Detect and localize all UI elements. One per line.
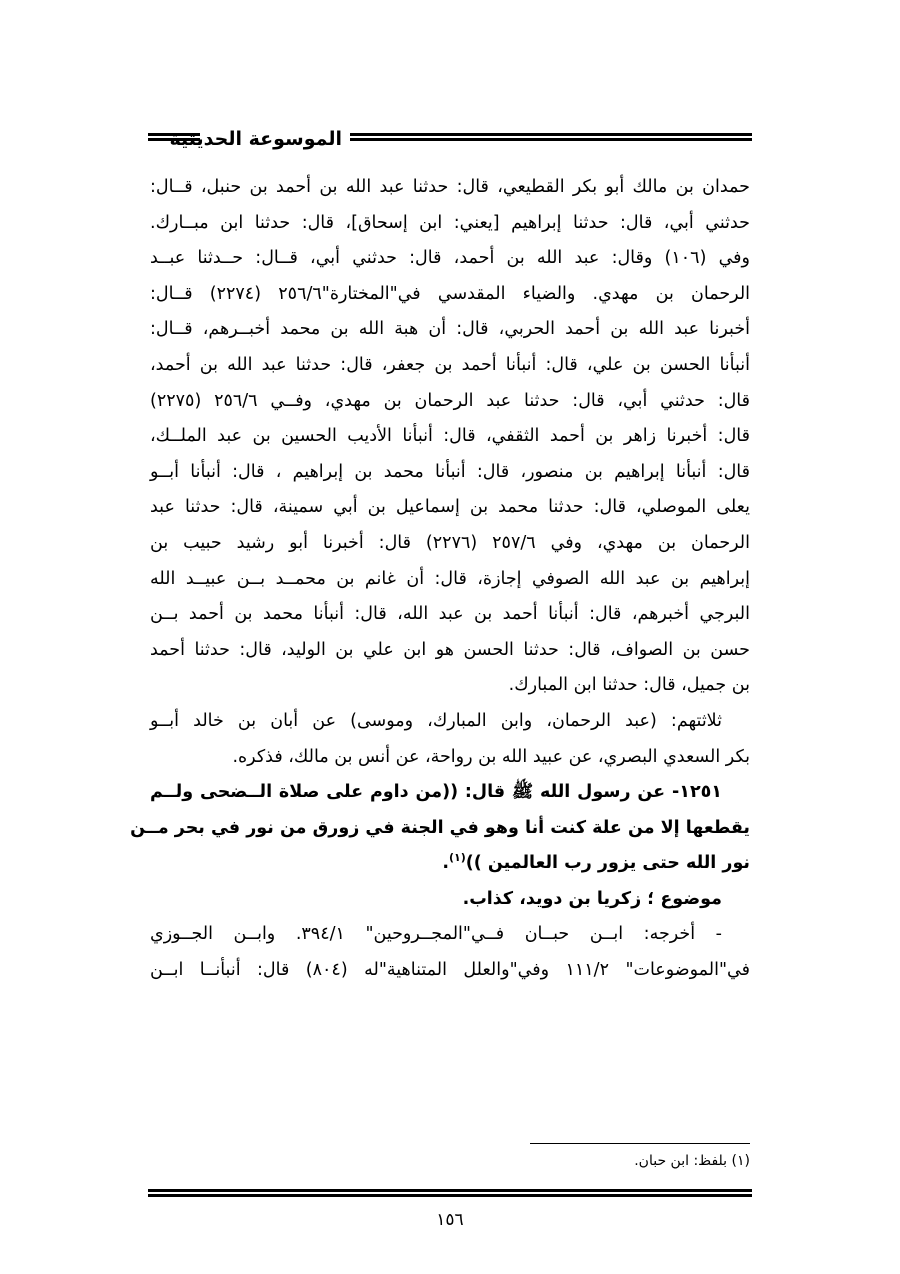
text-line: قال: أخبرنا زاهر بن أحمد الثقفي، قال: أنبأنا الأديب الحسين بن عبد الملــك، (150, 426, 750, 447)
hadith-end-period: . (442, 853, 449, 874)
text-line: أخبرنا عبد الله بن أحمد الحربي، قال: أن هبة الله بن محمد أخبــرهم، قــال: (150, 319, 750, 340)
text-line: البرجي أخبرهم، قال: أنبأنا أحمد بن عبد الله، قال: أنبأنا محمد بن أحمد بــن (150, 604, 750, 625)
hadith-text: نور الله حتى يزور رب العالمين )) (465, 853, 750, 874)
running-header (148, 124, 752, 154)
hadith-line: يقطعها إلا من علة كنت أنا وهو في الجنة في زورق من نور في بحر مــن (130, 817, 750, 838)
text-line: - أخرجه: ابــن حبــان فــي"المجــروحين" ٣٩٤/١. وابــن الجــوزي (150, 924, 722, 945)
text-line: الرحمان بن مهدي. والضياء المقدسي في"المختارة"٢٥٦/٦ (٢٢٧٤) قــال: (150, 283, 751, 304)
text-line: الرحمان بن مهدي، وفي ٢٥٧/٦ (٢٢٧٦) قال: أخبرنا أبو رشيد حبيب بن (150, 532, 750, 553)
hadith-line-last (150, 846, 750, 882)
text-line: بكر السعدي البصري، عن عبيد الله بن رواحة، عن أنس بن مالك، فذكره. (232, 746, 750, 767)
text-line: قال: أنبأنا إبراهيم بن منصور، قال: أنبأنا محمد بن إبراهيم ، قال: أنبأنا أبــو (150, 461, 750, 482)
footnote: (١) بلفظ: ابن حبان. (634, 1153, 750, 1169)
text-line: إبراهيم بن عبد الله الصوفي إجازة، قال: أن غانم بن محمــد بــن عبيــد الله (150, 568, 750, 589)
text-line: يعلى الموصلي، قال: حدثنا محمد بن إسماعيل بن أبي سمينة، قال: حدثنا عبد (150, 497, 750, 518)
footnote-separator (530, 1143, 750, 1144)
footer-rule (148, 1189, 752, 1197)
header-title: الموسوعة الحديثية (169, 128, 342, 150)
header-rule-right (350, 133, 752, 141)
text-line: قال: حدثني أبي، قال: حدثنا عبد الرحمان بن مهدي، وفــي ٢٥٦/٦ (٢٢٧٥) (150, 390, 751, 411)
text-line: حدثني أبي، قال: حدثنا إبراهيم [يعني: ابن إسحاق]، قال: حدثنا ابن مبــارك. (150, 212, 750, 233)
hadith-line: ١٢٥١- عن رسول الله ﷺ قال: ((من داوم على صلاة الــضحى ولــم (150, 782, 722, 803)
text-line: وفي (١٠٦) وقال: عبد الله بن أحمد، قال: حدثني أبي، قــال: حــدثنا عبــد (150, 248, 750, 269)
header-rule-left (148, 133, 200, 141)
verdict-line: موضوع ؛ زكريا بن دويد، كذاب. (462, 888, 722, 909)
text-line: أنبأنا الحسن بن علي، قال: أنبأنا أحمد بن جعفر، قال: حدثنا عبد الله بن أحمد، (150, 354, 750, 375)
text-line: في"الموضوعات" ١١١/٢ وفي"والعلل المتناهية"له (٨٠٤) قال: أنبأنــا ابــن (150, 960, 750, 981)
text-line: بن جميل، قال: حدثنا ابن المبارك. (508, 675, 750, 696)
page-number: ١٥٦ (436, 1210, 464, 1230)
footnote-marker: (١) (448, 851, 466, 865)
body-text (130, 170, 751, 989)
text-line: ثلاثتهم: (عبد الرحمان، وابن المبارك، وموسى) عن أبان بن خالد أبــو (150, 710, 722, 731)
text-line: حمدان بن مالك أبو بكر القطيعي، قال: حدثنا عبد الله بن أحمد بن حنبل، قــال: (150, 177, 750, 197)
text-line: حسن بن الصواف، قال: حدثنا الحسن هو ابن علي بن الوليد، قال: حدثنا أحمد (150, 639, 750, 660)
